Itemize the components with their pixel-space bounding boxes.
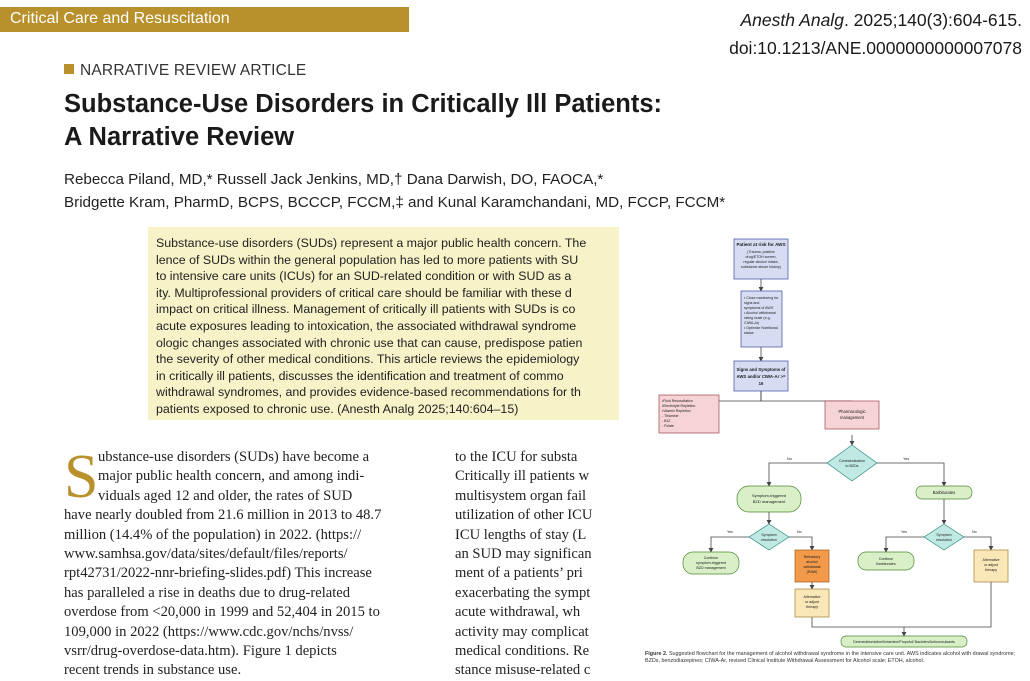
monitor-box [741, 291, 782, 347]
svg-text:•Electrolyte Repletion: •Electrolyte Repletion [662, 404, 696, 408]
journal-volume: . 2025;140(3):604-615. [843, 10, 1022, 30]
contraindication-diamond [827, 445, 877, 481]
svg-text:Symptom-triggered: Symptom-triggered [751, 493, 787, 498]
svg-text:status: status [744, 331, 754, 335]
yes-label-left: Yes [727, 530, 733, 534]
no-label: No [787, 457, 792, 461]
alternative-therapy-box-right [974, 550, 1008, 582]
drop-cap: S [64, 443, 99, 511]
svg-text:• Alcohol withdrawal: • Alcohol withdrawal [744, 311, 776, 315]
svg-text:Barbiturates: Barbiturates [932, 490, 956, 495]
svg-text:- Folate: - Folate [662, 424, 674, 428]
svg-text:symptom-triggered: symptom-triggered [696, 561, 726, 565]
svg-text:•Vitamin Repletion: •Vitamin Repletion [662, 409, 691, 413]
start-box [734, 239, 788, 279]
svg-text:- B12: - B12 [662, 419, 671, 423]
svg-text:signs and: signs and [744, 301, 760, 305]
symptom-resolution-diamond-right [924, 524, 964, 550]
barbiturates-box [916, 486, 972, 499]
svg-text:withdrawal: withdrawal [803, 565, 821, 569]
svg-text:Contraindication: Contraindication [839, 459, 865, 463]
body-column-left: ubstance-use disorders (SUDs) have become a major public health concern, and among indi- viduals aged 12 and older, the rates of SUD have nearly doubled from 21.6 million in 2013 to 48.7 million (14.4% of the population) in 2022. (https:// www.samhsa.gov/data/sites/default/files/reports/ rpt42731/2022-nnr-briefing-slides.pdf) This increase has paralleled a rise in deaths due to drug-related overdose from <20,000 in 1999 and 52,404 in 2015 to 109,000 in 2022 (https://www.cdc.gov/nchs/nvss/ vsrr/drug-overdose-data.htm). Figure 1 depicts recent trends in substance use. [64, 449, 382, 679]
supportive-care-box [659, 395, 719, 433]
svg-text:Signs and Symptoms of: Signs and Symptoms of [736, 367, 786, 372]
svg-text:BZD management: BZD management [752, 499, 786, 504]
article-title: Substance-Use Disorders in Critically Ill Patients: A Narrative Review [64, 90, 663, 151]
article-type: NARRATIVE REVIEW ARTICLE [64, 62, 306, 80]
svg-text:•Fluid Resuscitation: •Fluid Resuscitation [662, 399, 693, 403]
no-label-left: No [797, 530, 802, 534]
svg-text:resolution: resolution [761, 538, 777, 542]
journal-name: Anesth Analg [740, 10, 844, 30]
svg-text:Refractory: Refractory [803, 555, 821, 559]
section-title: Critical Care and Resuscitation [10, 10, 230, 27]
svg-text:CIWA-Ar): CIWA-Ar) [744, 321, 760, 325]
svg-text:AWS and/or CIWA-Ar >=: AWS and/or CIWA-Ar >= [736, 374, 786, 379]
svg-text:Continue: Continue [878, 557, 894, 561]
yes-label-right: Yes [901, 530, 907, 534]
symptom-triggered-box [737, 486, 801, 512]
svg-text:Symptom: Symptom [936, 533, 952, 537]
continue-bzd-box [683, 552, 739, 574]
signs-box [734, 361, 788, 391]
svg-text:- Thiamine: - Thiamine [662, 414, 679, 418]
svg-text:(RAW): (RAW) [806, 570, 818, 574]
svg-text:Pharmacologic: Pharmacologic [838, 409, 866, 414]
svg-text:therapy: therapy [806, 605, 818, 609]
pharmacologic-box [825, 401, 879, 429]
citation [642, 6, 1022, 62]
svg-text:• Close monitoring for: • Close monitoring for [744, 296, 779, 300]
svg-text:or adjust: or adjust [984, 563, 998, 567]
svg-text:16: 16 [758, 381, 764, 386]
svg-text:Symptom: Symptom [761, 533, 777, 537]
body-column-right: to the ICU for substa Critically ill patients w multisystem organ fail utilization of other ICU ICU lengths of stay (L an SUD may significan ment of a patients’ pri exacerbating the sympt acute withdrawal, wh activity may complicat medical conditions. Re stance misuse-related c [455, 449, 593, 679]
svg-text:drug/ETOH screen,: drug/ETOH screen, [745, 255, 777, 259]
final-therapy-box [841, 636, 967, 647]
alternative-therapy-box-left [795, 589, 829, 617]
svg-text:or adjust: or adjust [805, 600, 819, 604]
svg-text:to BZDs: to BZDs [845, 464, 859, 468]
doi: doi:10.1213/ANE.0000000000007078 [729, 38, 1022, 58]
svg-text:(Trauma, positive: (Trauma, positive [747, 250, 775, 254]
svg-text:Alternative: Alternative [803, 595, 821, 599]
section-band [0, 7, 409, 32]
author-list: Rebecca Piland, MD,* Russell Jack Jenkins, MD,† Dana Darwish, DO, FAOCA,* Bridgette Kram, PharmD, BCPS, BCCCP, FCCM,‡ and Kunal Karamchandani, MD, FCCP, FCCM* [64, 171, 726, 211]
svg-text:Barbiturates: Barbiturates [876, 562, 896, 566]
svg-text:regular alcohol intake,: regular alcohol intake, [743, 260, 779, 264]
svg-text:Patient at risk for AWS: Patient at risk for AWS [736, 242, 786, 247]
square-bullet-icon [64, 64, 74, 74]
svg-text:management: management [840, 415, 864, 420]
svg-text:alcohol: alcohol [806, 560, 818, 564]
svg-text:• Optimize Nutritional: • Optimize Nutritional [744, 326, 778, 330]
svg-text:rating scale (e.g.: rating scale (e.g. [744, 316, 771, 320]
yes-label: Yes [903, 457, 910, 461]
abstract-box: Substance-use disorders (SUDs) represent a major public health concern. The lence of SUDs within the general population has led to more patients with SU to intensive care units (ICUs) for an SUD-related condition or with SUD as a ity. Multiprofessional providers of critical care should be familiar with these d impact on critical illness. Management of critically ill patients with SUDs is co acute exposures leading to intoxication, the associated withdrawal syndrome ologic changes associated with chronic use that can cause, predispose patien the severity of other medical conditions. This article reviews the epidemiology in critically ill patients, discusses the identification and treatment of commo withdrawal syndromes, and provides evidence-based recommendations for th patients exposed to chronic use. (Anesth Analg 2025;140:604–15) [148, 227, 619, 420]
no-label-right: No [972, 530, 977, 534]
figure-caption: Figure 2. Suggested flowchart for the management of alcohol withdrawal syndrome in the intensive care unit. AWS indicates alcohol with drawal syndrome; BZDs, benzodiazepines; CIWA-Ar, revised Clinical Institute Withdrawal Assessment for Alcohol scale; ETOH, alcohol. [645, 651, 1016, 664]
continue-barbiturates-box [858, 552, 914, 570]
svg-text:Dexmedetomidine/Ketamine/Propo: Dexmedetomidine/Ketamine/Propofol/ Baclofen/Anticonvulsants [853, 640, 955, 644]
svg-text:Alternative: Alternative [982, 558, 1000, 562]
svg-text:Continue: Continue [703, 556, 719, 560]
svg-text:therapy: therapy [985, 568, 997, 572]
svg-text:symptoms of AWS: symptoms of AWS [744, 306, 774, 310]
svg-text:substance abuse history): substance abuse history) [741, 265, 781, 269]
refractory-box [795, 550, 829, 582]
awc-flowchart [645, 233, 1030, 671]
svg-text:BZD management: BZD management [696, 566, 726, 570]
svg-text:resolution: resolution [936, 538, 952, 542]
symptom-resolution-diamond-left [749, 524, 789, 550]
